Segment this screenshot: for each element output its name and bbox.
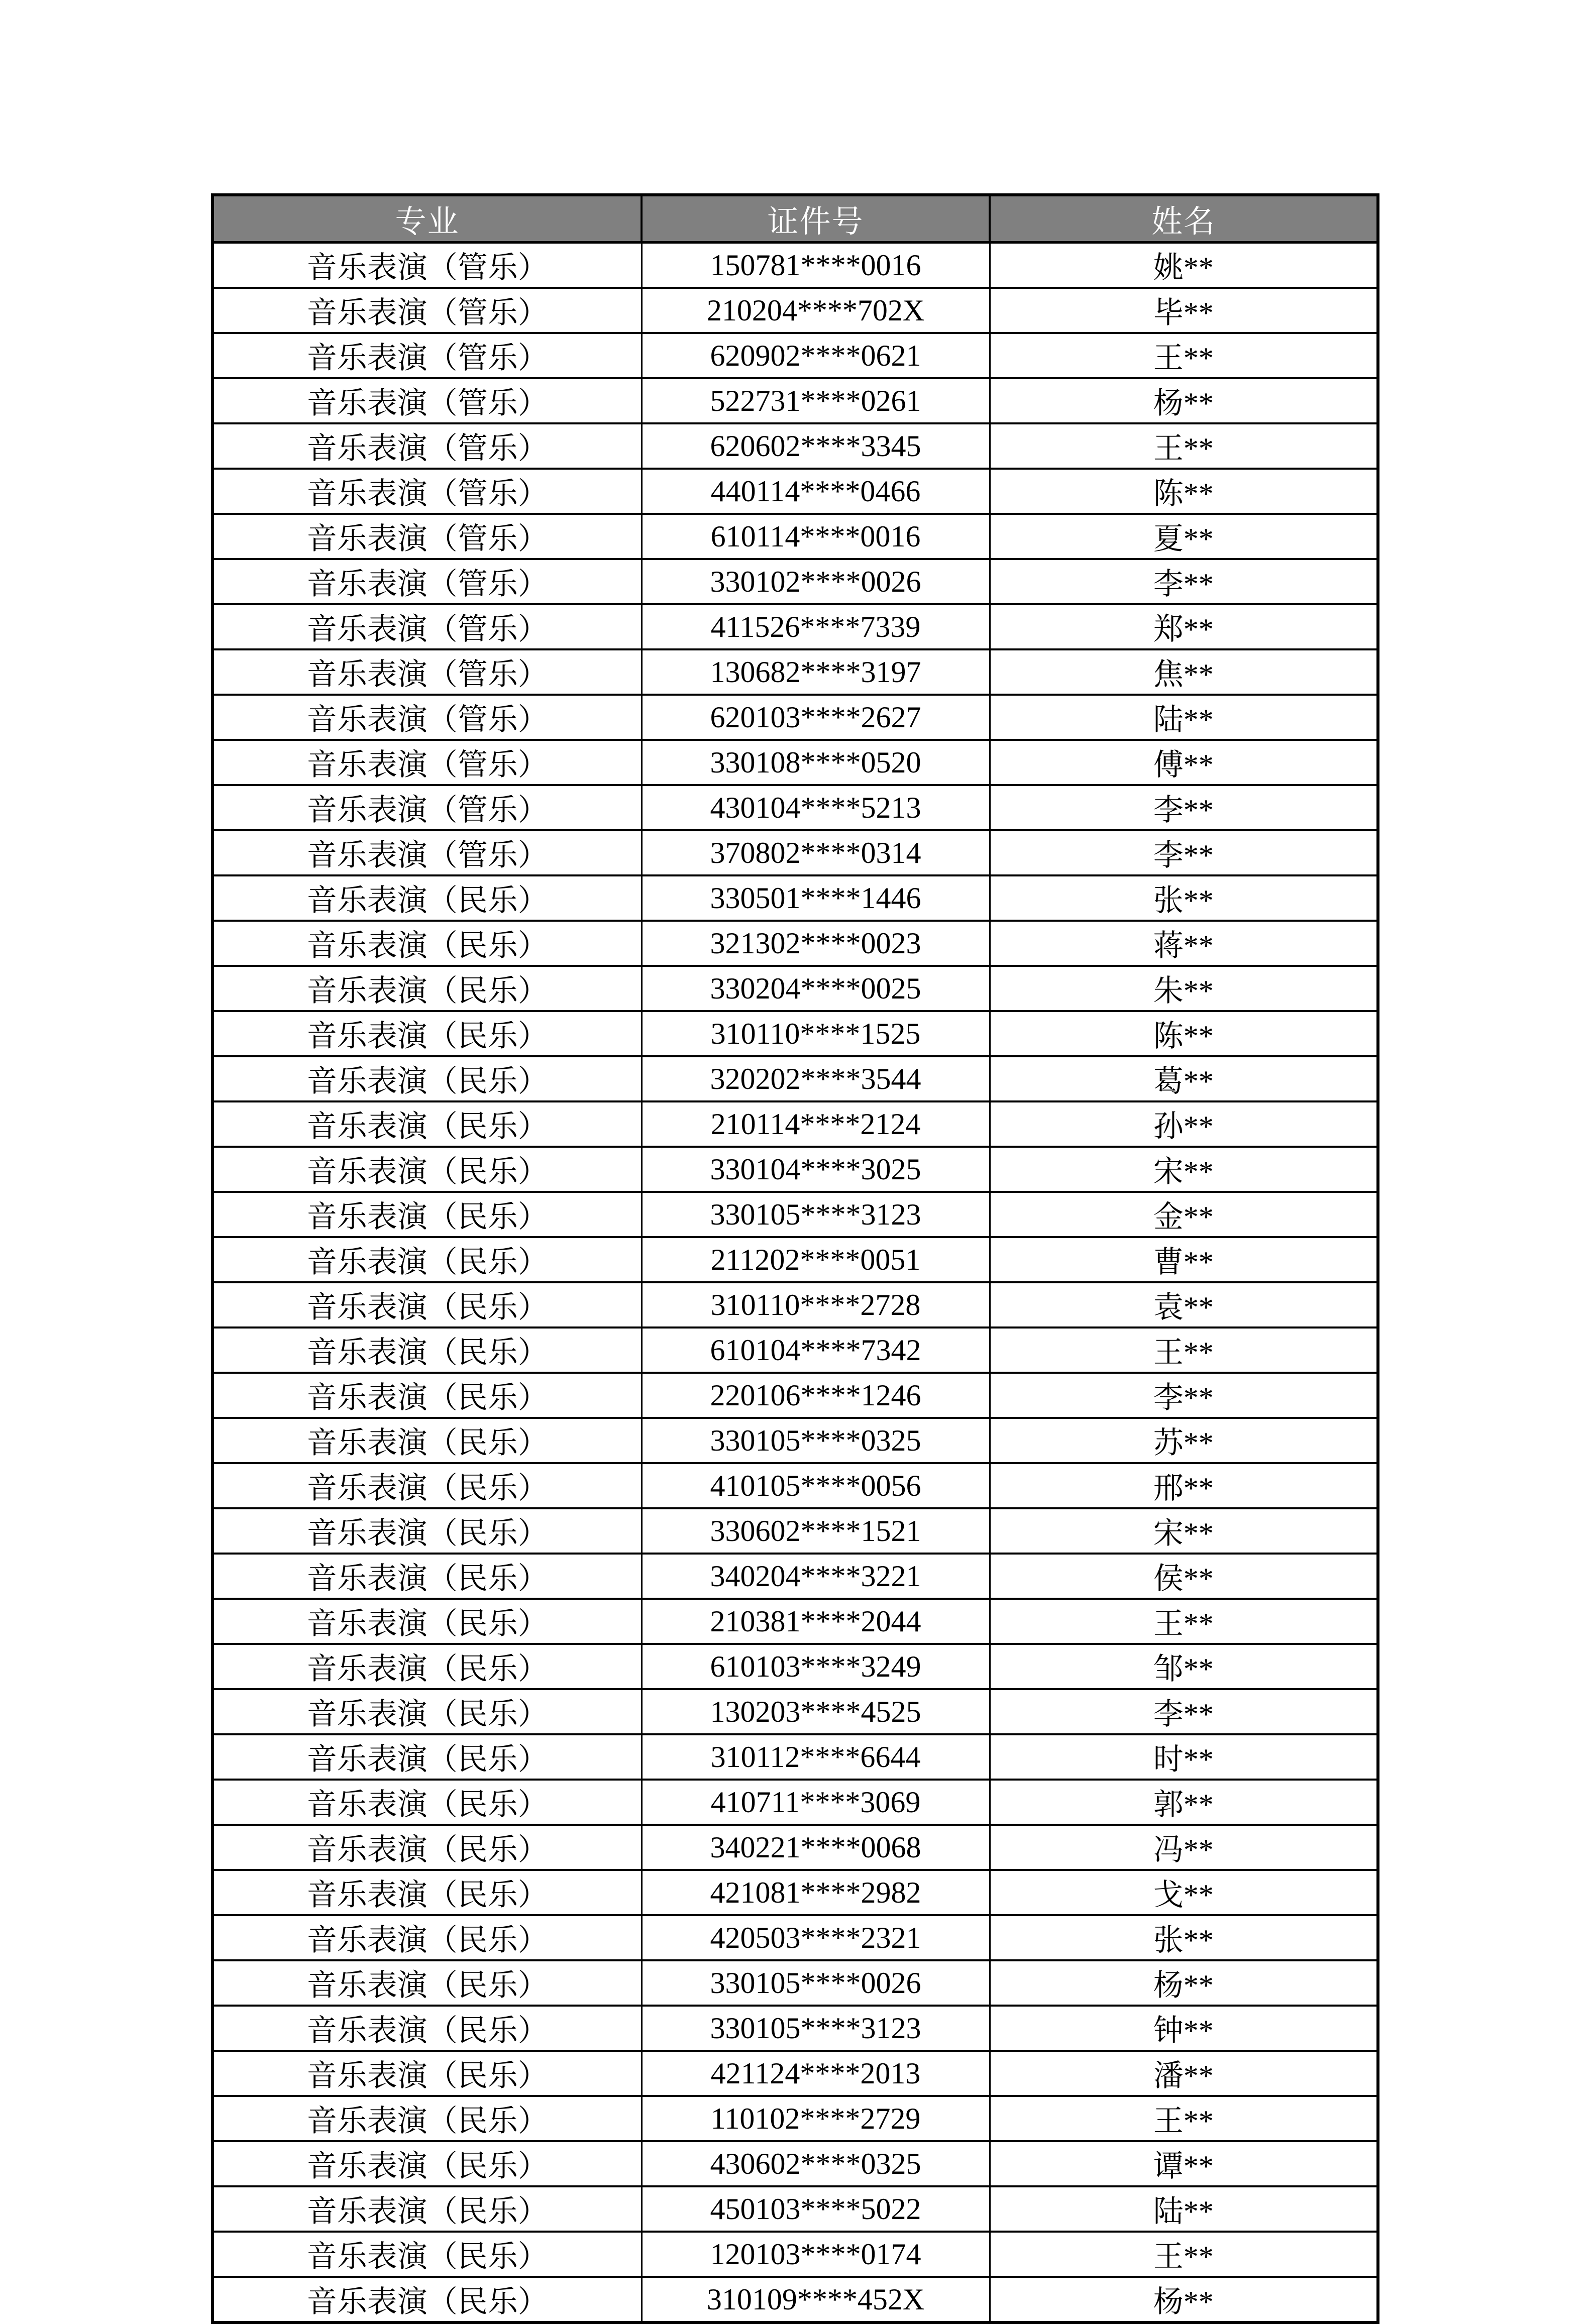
header-major: 专业 xyxy=(212,195,642,243)
table-row xyxy=(212,740,1378,785)
name-cell: 焦** xyxy=(990,649,1378,695)
table-body xyxy=(212,243,1378,2323)
id-number-cell: 330105****0026 xyxy=(642,1960,990,2006)
major-cell: 音乐表演（民乐） xyxy=(212,1463,642,1508)
major-cell: 音乐表演（民乐） xyxy=(212,1508,642,1554)
name-cell: 傅** xyxy=(990,740,1378,785)
name-cell: 王** xyxy=(990,1327,1378,1373)
major-cell: 音乐表演（管乐） xyxy=(212,785,642,830)
name-cell: 朱** xyxy=(990,966,1378,1011)
table-row xyxy=(212,1101,1378,1147)
name-cell: 陆** xyxy=(990,2186,1378,2232)
major-cell: 音乐表演（民乐） xyxy=(212,1282,642,1327)
major-cell: 音乐表演（管乐） xyxy=(212,740,642,785)
name-cell: 王** xyxy=(990,423,1378,469)
table-row xyxy=(212,1011,1378,1056)
name-cell: 张** xyxy=(990,875,1378,921)
id-number-cell: 330108****0520 xyxy=(642,740,990,785)
name-cell: 陈** xyxy=(990,469,1378,514)
major-cell: 音乐表演（民乐） xyxy=(212,1599,642,1644)
table-row xyxy=(212,1192,1378,1237)
table-row xyxy=(212,243,1378,288)
major-cell: 音乐表演（管乐） xyxy=(212,695,642,740)
name-cell: 曹** xyxy=(990,1237,1378,1282)
major-cell: 音乐表演（民乐） xyxy=(212,875,642,921)
major-cell: 音乐表演（民乐） xyxy=(212,1780,642,1825)
name-cell: 戈** xyxy=(990,1870,1378,1915)
id-number-cell: 310110****1525 xyxy=(642,1011,990,1056)
major-cell: 音乐表演（民乐） xyxy=(212,1192,642,1237)
name-cell: 李** xyxy=(990,830,1378,875)
name-cell: 李** xyxy=(990,1373,1378,1418)
table-row xyxy=(212,288,1378,333)
major-cell: 音乐表演（管乐） xyxy=(212,378,642,423)
major-cell: 音乐表演（管乐） xyxy=(212,288,642,333)
id-number-cell: 330602****1521 xyxy=(642,1508,990,1554)
name-cell: 王** xyxy=(990,2232,1378,2277)
id-number-cell: 410105****0056 xyxy=(642,1463,990,1508)
id-number-cell: 330501****1446 xyxy=(642,875,990,921)
name-cell: 苏** xyxy=(990,1418,1378,1463)
id-number-cell: 310110****2728 xyxy=(642,1282,990,1327)
id-number-cell: 421081****2982 xyxy=(642,1870,990,1915)
name-cell: 钟** xyxy=(990,2006,1378,2051)
table-row xyxy=(212,1554,1378,1599)
name-cell: 王** xyxy=(990,1599,1378,1644)
major-cell: 音乐表演（管乐） xyxy=(212,830,642,875)
major-cell: 音乐表演（民乐） xyxy=(212,1373,642,1418)
table-row xyxy=(212,1508,1378,1554)
table-row xyxy=(212,604,1378,649)
name-cell: 陈** xyxy=(990,1011,1378,1056)
major-cell: 音乐表演（民乐） xyxy=(212,1734,642,1780)
major-cell: 音乐表演（管乐） xyxy=(212,559,642,604)
major-cell: 音乐表演（管乐） xyxy=(212,243,642,288)
name-cell: 张** xyxy=(990,1915,1378,1960)
major-cell: 音乐表演（民乐） xyxy=(212,1644,642,1689)
table-row xyxy=(212,2096,1378,2141)
id-number-cell: 620103****2627 xyxy=(642,695,990,740)
name-cell: 毕** xyxy=(990,288,1378,333)
major-cell: 音乐表演（民乐） xyxy=(212,2232,642,2277)
table-row xyxy=(212,649,1378,695)
id-number-cell: 340204****3221 xyxy=(642,1554,990,1599)
id-number-cell: 330105****3123 xyxy=(642,1192,990,1237)
table-row xyxy=(212,2232,1378,2277)
id-number-cell: 330204****0025 xyxy=(642,966,990,1011)
name-cell: 夏** xyxy=(990,514,1378,559)
id-number-cell: 340221****0068 xyxy=(642,1825,990,1870)
major-cell: 音乐表演（民乐） xyxy=(212,2141,642,2186)
table-row xyxy=(212,1689,1378,1734)
table-row xyxy=(212,1644,1378,1689)
table-row xyxy=(212,1463,1378,1508)
name-cell: 宋** xyxy=(990,1147,1378,1192)
name-cell: 葛** xyxy=(990,1056,1378,1101)
id-number-cell: 430602****0325 xyxy=(642,2141,990,2186)
name-cell: 郑** xyxy=(990,604,1378,649)
name-cell: 谭** xyxy=(990,2141,1378,2186)
major-cell: 音乐表演（民乐） xyxy=(212,1689,642,1734)
name-cell: 杨** xyxy=(990,2277,1378,2322)
major-cell: 音乐表演（民乐） xyxy=(212,1960,642,2006)
major-cell: 音乐表演（民乐） xyxy=(212,1101,642,1147)
id-number-cell: 410711****3069 xyxy=(642,1780,990,1825)
name-cell: 杨** xyxy=(990,1960,1378,2006)
id-number-cell: 610103****3249 xyxy=(642,1644,990,1689)
id-number-cell: 411526****7339 xyxy=(642,604,990,649)
major-cell: 音乐表演（民乐） xyxy=(212,1327,642,1373)
major-cell: 音乐表演（管乐） xyxy=(212,469,642,514)
table-row xyxy=(212,1870,1378,1915)
name-cell: 潘** xyxy=(990,2051,1378,2096)
major-cell: 音乐表演（管乐） xyxy=(212,423,642,469)
major-cell: 音乐表演（民乐） xyxy=(212,2277,642,2322)
name-cell: 邹** xyxy=(990,1644,1378,1689)
id-number-cell: 330105****3123 xyxy=(642,2006,990,2051)
name-cell: 宋** xyxy=(990,1508,1378,1554)
header-name: 姓名 xyxy=(990,195,1378,243)
name-cell: 袁** xyxy=(990,1282,1378,1327)
table-row xyxy=(212,1282,1378,1327)
table-header xyxy=(212,195,1378,243)
table-row xyxy=(212,469,1378,514)
table-row xyxy=(212,2051,1378,2096)
major-cell: 音乐表演（民乐） xyxy=(212,1237,642,1282)
id-number-cell: 440114****0466 xyxy=(642,469,990,514)
id-number-cell: 150781****0016 xyxy=(642,243,990,288)
name-cell: 姚** xyxy=(990,243,1378,288)
table-row xyxy=(212,1056,1378,1101)
table-row xyxy=(212,1825,1378,1870)
name-cell: 孙** xyxy=(990,1101,1378,1147)
table-row xyxy=(212,1373,1378,1418)
major-cell: 音乐表演（管乐） xyxy=(212,333,642,378)
id-number-cell: 310112****6644 xyxy=(642,1734,990,1780)
table-row xyxy=(212,1960,1378,2006)
id-number-cell: 430104****5213 xyxy=(642,785,990,830)
table-row xyxy=(212,1237,1378,1282)
name-cell: 侯** xyxy=(990,1554,1378,1599)
name-cell: 李** xyxy=(990,785,1378,830)
id-number-cell: 610114****0016 xyxy=(642,514,990,559)
name-cell: 陆** xyxy=(990,695,1378,740)
major-cell: 音乐表演（民乐） xyxy=(212,921,642,966)
table-row xyxy=(212,2277,1378,2322)
id-number-cell: 120103****0174 xyxy=(642,2232,990,2277)
results-table xyxy=(211,193,1379,2324)
table-row xyxy=(212,830,1378,875)
name-cell: 冯** xyxy=(990,1825,1378,1870)
name-cell: 杨** xyxy=(990,378,1378,423)
major-cell: 音乐表演（民乐） xyxy=(212,1056,642,1101)
table-row xyxy=(212,1147,1378,1192)
id-number-cell: 320202****3544 xyxy=(642,1056,990,1101)
id-number-cell: 321302****0023 xyxy=(642,921,990,966)
major-cell: 音乐表演（民乐） xyxy=(212,1147,642,1192)
name-cell: 金** xyxy=(990,1192,1378,1237)
id-number-cell: 420503****2321 xyxy=(642,1915,990,1960)
id-number-cell: 330105****0325 xyxy=(642,1418,990,1463)
id-number-cell: 210204****702X xyxy=(642,288,990,333)
id-number-cell: 110102****2729 xyxy=(642,2096,990,2141)
table-row xyxy=(212,2141,1378,2186)
major-cell: 音乐表演（民乐） xyxy=(212,1418,642,1463)
id-number-cell: 220106****1246 xyxy=(642,1373,990,1418)
table-row xyxy=(212,921,1378,966)
table-row xyxy=(212,514,1378,559)
table-row xyxy=(212,559,1378,604)
table-row xyxy=(212,378,1378,423)
id-number-cell: 450103****5022 xyxy=(642,2186,990,2232)
table-row xyxy=(212,785,1378,830)
id-number-cell: 370802****0314 xyxy=(642,830,990,875)
name-cell: 王** xyxy=(990,333,1378,378)
table-row xyxy=(212,875,1378,921)
name-cell: 李** xyxy=(990,559,1378,604)
id-number-cell: 210114****2124 xyxy=(642,1101,990,1147)
id-number-cell: 620902****0621 xyxy=(642,333,990,378)
table-row xyxy=(212,1915,1378,1960)
major-cell: 音乐表演（管乐） xyxy=(212,604,642,649)
major-cell: 音乐表演（民乐） xyxy=(212,966,642,1011)
table-row xyxy=(212,423,1378,469)
major-cell: 音乐表演（管乐） xyxy=(212,649,642,695)
id-number-cell: 522731****0261 xyxy=(642,378,990,423)
major-cell: 音乐表演（民乐） xyxy=(212,1554,642,1599)
id-number-cell: 130203****4525 xyxy=(642,1689,990,1734)
table-row xyxy=(212,1599,1378,1644)
table-row xyxy=(212,1734,1378,1780)
name-cell: 时** xyxy=(990,1734,1378,1780)
name-cell: 李** xyxy=(990,1689,1378,1734)
major-cell: 音乐表演（民乐） xyxy=(212,1915,642,1960)
table-row xyxy=(212,333,1378,378)
id-number-cell: 421124****2013 xyxy=(642,2051,990,2096)
table-row xyxy=(212,1780,1378,1825)
name-cell: 蒋** xyxy=(990,921,1378,966)
table-row xyxy=(212,2186,1378,2232)
header-id-number: 证件号 xyxy=(642,195,990,243)
table-row xyxy=(212,966,1378,1011)
header-row xyxy=(212,195,1378,243)
table-row xyxy=(212,2006,1378,2051)
major-cell: 音乐表演（管乐） xyxy=(212,514,642,559)
id-number-cell: 330104****3025 xyxy=(642,1147,990,1192)
major-cell: 音乐表演（民乐） xyxy=(212,2186,642,2232)
major-cell: 音乐表演（民乐） xyxy=(212,2051,642,2096)
major-cell: 音乐表演（民乐） xyxy=(212,1870,642,1915)
id-number-cell: 610104****7342 xyxy=(642,1327,990,1373)
id-number-cell: 620602****3345 xyxy=(642,423,990,469)
id-number-cell: 210381****2044 xyxy=(642,1599,990,1644)
table-row xyxy=(212,695,1378,740)
major-cell: 音乐表演（民乐） xyxy=(212,1825,642,1870)
id-number-cell: 310109****452X xyxy=(642,2277,990,2322)
id-number-cell: 211202****0051 xyxy=(642,1237,990,1282)
id-number-cell: 130682****3197 xyxy=(642,649,990,695)
name-cell: 郭** xyxy=(990,1780,1378,1825)
name-cell: 邢** xyxy=(990,1463,1378,1508)
id-number-cell: 330102****0026 xyxy=(642,559,990,604)
major-cell: 音乐表演（民乐） xyxy=(212,2096,642,2141)
major-cell: 音乐表演（民乐） xyxy=(212,2006,642,2051)
name-cell: 王** xyxy=(990,2096,1378,2141)
major-cell: 音乐表演（民乐） xyxy=(212,1011,642,1056)
table-row xyxy=(212,1327,1378,1373)
table-row xyxy=(212,1418,1378,1463)
